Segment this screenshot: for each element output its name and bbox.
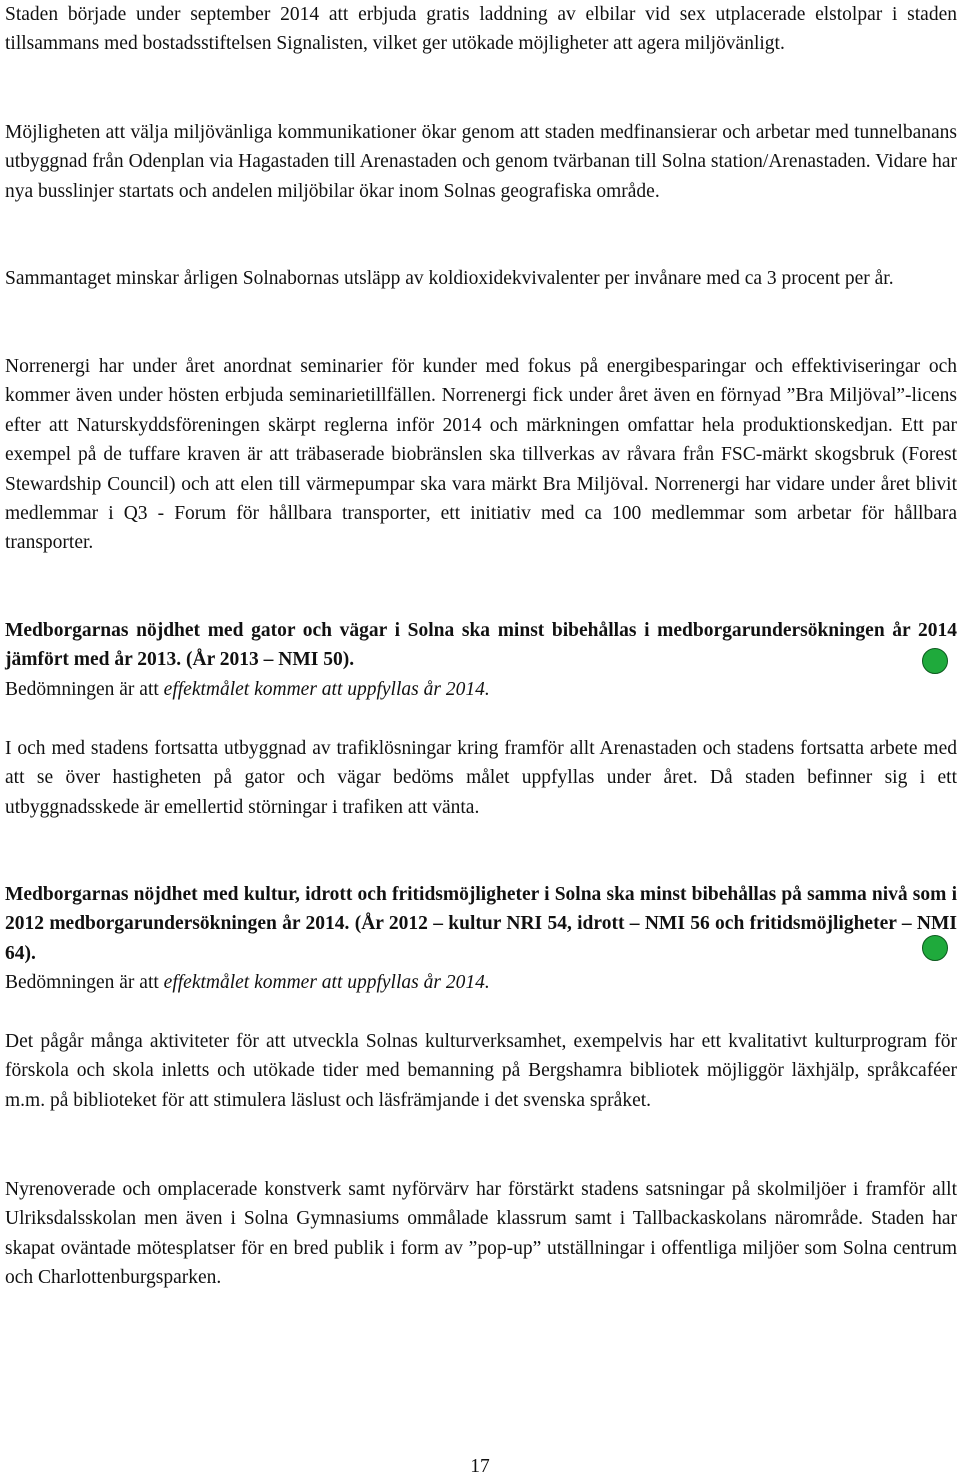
paragraph-emissions: Sammantaget minskar årligen Solnabornas utsläpp av koldioxidekvivalenter per invånare med ca 3 procent per år. — [5, 268, 894, 289]
paragraph-ev-charging: Staden började under september 2014 att erbjuda gratis laddning av elbilar vid sex utplacerade elstolpar i staden tillsammans med bostadsstiftelsen Signalisten, vilket ger utökade möjligheter att agera miljövänligt. — [5, 4, 957, 55]
status-indicator-green-icon — [922, 935, 948, 961]
goal-assessment — [5, 675, 957, 704]
assessment-prefix: Bedömningen är att — [5, 972, 164, 994]
status-indicator-green-icon — [922, 648, 948, 674]
assessment-result: effektmålet kommer att uppfyllas år 2014. — [163, 972, 490, 994]
paragraph-norrenergi: Norrenergi har under året anordnat seminarier för kunder med fokus på energibesparingar och effektiviseringar och kommer även under hösten erbjuda seminarietillfällen. Norrenergi fick under året även en förnyad ”Bra Miljöval”-licens efter att Naturskyddsföreningen skärpt reglerna inför 2014 och märkningen omfattar hela produktionskedjan. Ett par exempel på de tuffare kraven är att träbaserade biobränslen ska tillverkas av råvara från FSC-märkt skogsbruk (Forest Stewardship Council) och att elen till värmepumpar ska vara märkt Bra Miljöval. Norrenergi har vidare under året blivit medlemmar i Q3 - Forum för hållbara transporter, ett initiativ med ca 100 medlemmar som arbetar för hållbara transporter. — [5, 356, 957, 554]
goal-title: Medborgarnas nöjdhet med kultur, idrott och fritidsmöjligheter i Solna ska minst bibehållas på samma nivå som i 2012 medborgarundersökningen år 2014. (År 2012 – kultur NRI 54, idrott – NMI 56 och fritidsmöjligheter – NMI 64). — [5, 884, 957, 964]
paragraph-artworks: Nyrenoverade och omplacerade konstverk samt nyförvärv har förstärkt stadens satsningar på skolmiljöer i framför allt Ulriksdalsskolan men även i Solna Gymnasiums ommålade klassrum samt i Tallbackaskolans närområde. Staden har skapat oväntade mötesplatser för en bred publik i form av ”pop-up” utställningar i offentliga miljöer som Solna centrum och Charlottenburgsparken. — [5, 1179, 957, 1289]
assessment-result: effektmålet kommer att uppfyllas år 2014. — [163, 678, 490, 700]
page-number: 17 — [470, 1456, 490, 1477]
paragraph-traffic: I och med stadens fortsatta utbyggnad av trafiklösningar kring framför allt Arenastaden och stadens fortsatta arbete med att se över hastigheten på gator och vägar bedöms målet uppfyllas under året. Då staden befinner sig i ett utbyggnadsskede är emellertid störningar i trafiken att vänta. — [5, 738, 957, 818]
goal-streets-satisfaction — [5, 616, 957, 704]
goal-culture-satisfaction — [5, 880, 957, 998]
paragraph-public-transport: Möjligheten att välja miljövänliga kommunikationer ökar genom att staden medfinansierar och arbetar med tunnelbanans utbyggnad från Odenplan via Hagastaden till Arenastaden och genom tvärbanan till Solna station/Arenastaden. Vidare har nya busslinjer startats och andelen miljöbilar ökar inom Solnas geografiska område. — [5, 122, 957, 202]
paragraph-culture-activities: Det pågår många aktiviteter för att utveckla Solnas kulturverksamhet, exempelvis har ett kvalitativt kulturprogram för förskola och skola inletts och utökade tider med bemanning på Bergshamra bibliotek möjliggör läxhjälp, språkcaféer m.m. på biblioteket för att stimulera läslust och läsfrämjande i det svenska språket. — [5, 1031, 957, 1111]
assessment-prefix: Bedömningen är att — [5, 678, 164, 700]
goal-assessment — [5, 968, 957, 997]
goal-title: Medborgarnas nöjdhet med gator och vägar i Solna ska minst bibehållas i medborgarundersökningen år 2014 jämfört med år 2013. (År 2013 – NMI 50). — [5, 620, 957, 671]
